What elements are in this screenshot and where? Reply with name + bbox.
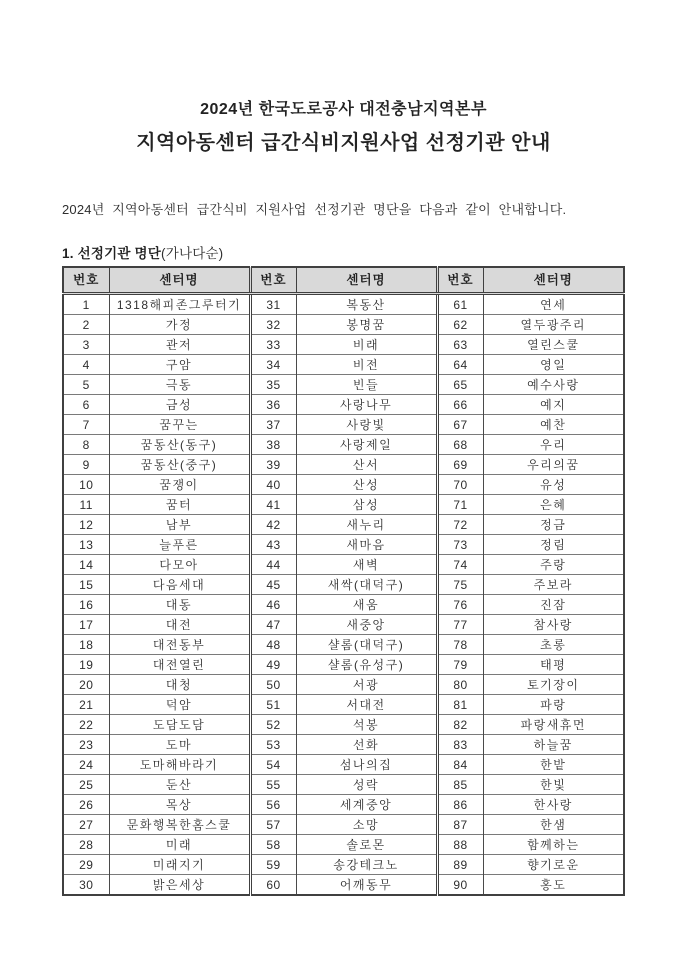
table-row bbox=[63, 435, 624, 455]
center-name-cell: 비래 bbox=[296, 335, 437, 355]
row-number-cell: 73 bbox=[437, 535, 483, 555]
center-name-cell: 홍도 bbox=[483, 875, 624, 896]
table-row bbox=[63, 855, 624, 875]
center-name-cell: 어깨동무 bbox=[296, 875, 437, 896]
row-number-cell: 71 bbox=[437, 495, 483, 515]
center-name-cell: 대전동부 bbox=[109, 635, 250, 655]
center-name-cell: 대청 bbox=[109, 675, 250, 695]
row-number-cell: 51 bbox=[250, 695, 296, 715]
row-number-cell: 90 bbox=[437, 875, 483, 896]
row-number-cell: 56 bbox=[250, 795, 296, 815]
center-name-cell: 도마해바라기 bbox=[109, 755, 250, 775]
center-name-cell: 남부 bbox=[109, 515, 250, 535]
center-name-cell: 솔로몬 bbox=[296, 835, 437, 855]
row-number-cell: 11 bbox=[63, 495, 109, 515]
center-name-cell: 샬롬(유성구) bbox=[296, 655, 437, 675]
center-name-cell: 태평 bbox=[483, 655, 624, 675]
center-name-cell: 섬나의집 bbox=[296, 755, 437, 775]
center-name-cell: 주랑 bbox=[483, 555, 624, 575]
center-name-cell: 1318해피존그루터기 bbox=[109, 294, 250, 315]
center-name-cell: 꿈쟁이 bbox=[109, 475, 250, 495]
row-number-cell: 34 bbox=[250, 355, 296, 375]
row-number-cell: 81 bbox=[437, 695, 483, 715]
center-name-cell: 예찬 bbox=[483, 415, 624, 435]
row-number-cell: 14 bbox=[63, 555, 109, 575]
center-name-cell: 함께하는 bbox=[483, 835, 624, 855]
row-number-cell: 46 bbox=[250, 595, 296, 615]
row-number-cell: 7 bbox=[63, 415, 109, 435]
row-number-cell: 32 bbox=[250, 315, 296, 335]
center-name-cell: 한사랑 bbox=[483, 795, 624, 815]
center-name-cell: 초롱 bbox=[483, 635, 624, 655]
row-number-cell: 24 bbox=[63, 755, 109, 775]
center-name-cell: 예수사랑 bbox=[483, 375, 624, 395]
center-name-cell: 파랑새휴먼 bbox=[483, 715, 624, 735]
table-row bbox=[63, 775, 624, 795]
center-name-cell: 꿈동산(동구) bbox=[109, 435, 250, 455]
row-number-cell: 40 bbox=[250, 475, 296, 495]
center-name-cell: 선화 bbox=[296, 735, 437, 755]
row-number-cell: 49 bbox=[250, 655, 296, 675]
center-name-cell: 복동산 bbox=[296, 294, 437, 315]
row-number-cell: 3 bbox=[63, 335, 109, 355]
row-number-cell: 87 bbox=[437, 815, 483, 835]
center-name-cell: 덕암 bbox=[109, 695, 250, 715]
center-name-cell: 석봉 bbox=[296, 715, 437, 735]
center-name-cell: 샬롬(대덕구) bbox=[296, 635, 437, 655]
row-number-cell: 55 bbox=[250, 775, 296, 795]
row-number-cell: 89 bbox=[437, 855, 483, 875]
row-number-cell: 61 bbox=[437, 294, 483, 315]
intro-paragraph: 2024년 지역아동센터 급간식비 지원사업 선정기관 명단을 다음과 같이 안내합니다. bbox=[62, 202, 567, 217]
center-name-cell: 영일 bbox=[483, 355, 624, 375]
row-number-cell: 43 bbox=[250, 535, 296, 555]
row-number-cell: 74 bbox=[437, 555, 483, 575]
row-number-cell: 13 bbox=[63, 535, 109, 555]
center-name-cell: 미래 bbox=[109, 835, 250, 855]
center-name-cell: 향기로운 bbox=[483, 855, 624, 875]
row-number-cell: 39 bbox=[250, 455, 296, 475]
col-header-name: 센터명 bbox=[296, 267, 437, 294]
center-name-cell: 한빛 bbox=[483, 775, 624, 795]
row-number-cell: 35 bbox=[250, 375, 296, 395]
center-name-cell: 문화행복한홈스쿨 bbox=[109, 815, 250, 835]
center-name-cell: 금성 bbox=[109, 395, 250, 415]
row-number-cell: 63 bbox=[437, 335, 483, 355]
center-name-cell: 성락 bbox=[296, 775, 437, 795]
row-number-cell: 17 bbox=[63, 615, 109, 635]
center-name-cell: 유성 bbox=[483, 475, 624, 495]
center-name-cell: 사랑나무 bbox=[296, 395, 437, 415]
center-name-cell: 빈들 bbox=[296, 375, 437, 395]
row-number-cell: 52 bbox=[250, 715, 296, 735]
selected-centers-table bbox=[62, 266, 625, 896]
row-number-cell: 27 bbox=[63, 815, 109, 835]
row-number-cell: 53 bbox=[250, 735, 296, 755]
row-number-cell: 23 bbox=[63, 735, 109, 755]
row-number-cell: 1 bbox=[63, 294, 109, 315]
row-number-cell: 58 bbox=[250, 835, 296, 855]
center-name-cell: 사랑빛 bbox=[296, 415, 437, 435]
table-row bbox=[63, 555, 624, 575]
table-row bbox=[63, 294, 624, 315]
row-number-cell: 80 bbox=[437, 675, 483, 695]
row-number-cell: 69 bbox=[437, 455, 483, 475]
center-name-cell: 한밭 bbox=[483, 755, 624, 775]
table-header-row bbox=[63, 267, 624, 294]
row-number-cell: 30 bbox=[63, 875, 109, 896]
row-number-cell: 28 bbox=[63, 835, 109, 855]
table-row bbox=[63, 635, 624, 655]
center-name-cell: 새중앙 bbox=[296, 615, 437, 635]
table-row bbox=[63, 755, 624, 775]
center-name-cell: 하늘꿈 bbox=[483, 735, 624, 755]
row-number-cell: 82 bbox=[437, 715, 483, 735]
row-number-cell: 41 bbox=[250, 495, 296, 515]
col-header-name: 센터명 bbox=[109, 267, 250, 294]
row-number-cell: 21 bbox=[63, 695, 109, 715]
center-name-cell: 구암 bbox=[109, 355, 250, 375]
row-number-cell: 62 bbox=[437, 315, 483, 335]
row-number-cell: 22 bbox=[63, 715, 109, 735]
table-row bbox=[63, 335, 624, 355]
row-number-cell: 4 bbox=[63, 355, 109, 375]
row-number-cell: 85 bbox=[437, 775, 483, 795]
center-name-cell: 서광 bbox=[296, 675, 437, 695]
center-name-cell: 늘푸른 bbox=[109, 535, 250, 555]
row-number-cell: 79 bbox=[437, 655, 483, 675]
row-number-cell: 29 bbox=[63, 855, 109, 875]
row-number-cell: 60 bbox=[250, 875, 296, 896]
row-number-cell: 37 bbox=[250, 415, 296, 435]
table-row bbox=[63, 475, 624, 495]
center-name-cell: 꿈동산(중구) bbox=[109, 455, 250, 475]
table-row bbox=[63, 795, 624, 815]
row-number-cell: 5 bbox=[63, 375, 109, 395]
row-number-cell: 26 bbox=[63, 795, 109, 815]
row-number-cell: 78 bbox=[437, 635, 483, 655]
table-row bbox=[63, 815, 624, 835]
row-number-cell: 36 bbox=[250, 395, 296, 415]
row-number-cell: 54 bbox=[250, 755, 296, 775]
col-header-name: 센터명 bbox=[483, 267, 624, 294]
row-number-cell: 86 bbox=[437, 795, 483, 815]
center-name-cell: 연세 bbox=[483, 294, 624, 315]
table-row bbox=[63, 615, 624, 635]
row-number-cell: 2 bbox=[63, 315, 109, 335]
row-number-cell: 31 bbox=[250, 294, 296, 315]
center-name-cell: 은혜 bbox=[483, 495, 624, 515]
section-heading-note: (가나다순) bbox=[161, 246, 224, 261]
center-name-cell: 목상 bbox=[109, 795, 250, 815]
center-name-cell: 다음세대 bbox=[109, 575, 250, 595]
center-name-cell: 미래지기 bbox=[109, 855, 250, 875]
table-row bbox=[63, 595, 624, 615]
center-name-cell: 관저 bbox=[109, 335, 250, 355]
row-number-cell: 44 bbox=[250, 555, 296, 575]
row-number-cell: 68 bbox=[437, 435, 483, 455]
row-number-cell: 83 bbox=[437, 735, 483, 755]
center-name-cell: 새움 bbox=[296, 595, 437, 615]
row-number-cell: 12 bbox=[63, 515, 109, 535]
row-number-cell: 8 bbox=[63, 435, 109, 455]
center-name-cell: 파랑 bbox=[483, 695, 624, 715]
table-row bbox=[63, 875, 624, 896]
row-number-cell: 57 bbox=[250, 815, 296, 835]
table-row bbox=[63, 315, 624, 335]
row-number-cell: 66 bbox=[437, 395, 483, 415]
center-name-cell: 도담도담 bbox=[109, 715, 250, 735]
row-number-cell: 18 bbox=[63, 635, 109, 655]
col-header-no: 번호 bbox=[437, 267, 483, 294]
row-number-cell: 77 bbox=[437, 615, 483, 635]
row-number-cell: 65 bbox=[437, 375, 483, 395]
table-row bbox=[63, 495, 624, 515]
row-number-cell: 6 bbox=[63, 395, 109, 415]
center-name-cell: 가정 bbox=[109, 315, 250, 335]
row-number-cell: 42 bbox=[250, 515, 296, 535]
center-name-cell: 도마 bbox=[109, 735, 250, 755]
center-name-cell: 새마음 bbox=[296, 535, 437, 555]
center-name-cell: 서대전 bbox=[296, 695, 437, 715]
row-number-cell: 45 bbox=[250, 575, 296, 595]
row-number-cell: 76 bbox=[437, 595, 483, 615]
center-name-cell: 새싹(대덕구) bbox=[296, 575, 437, 595]
row-number-cell: 75 bbox=[437, 575, 483, 595]
document-title-line1: 2024년 한국도로공사 대전충남지역본부 bbox=[200, 101, 487, 118]
table-row bbox=[63, 395, 624, 415]
center-name-cell: 사랑제일 bbox=[296, 435, 437, 455]
col-header-no: 번호 bbox=[63, 267, 109, 294]
row-number-cell: 70 bbox=[437, 475, 483, 495]
row-number-cell: 33 bbox=[250, 335, 296, 355]
row-number-cell: 72 bbox=[437, 515, 483, 535]
center-name-cell: 토기장이 bbox=[483, 675, 624, 695]
section-heading-main: 1. 선정기관 명단 bbox=[62, 246, 162, 261]
center-name-cell: 대전열린 bbox=[109, 655, 250, 675]
center-name-cell: 진잠 bbox=[483, 595, 624, 615]
row-number-cell: 59 bbox=[250, 855, 296, 875]
center-name-cell: 꿈꾸는 bbox=[109, 415, 250, 435]
center-name-cell: 세계중앙 bbox=[296, 795, 437, 815]
table-row bbox=[63, 735, 624, 755]
center-name-cell: 소망 bbox=[296, 815, 437, 835]
center-name-cell: 봉명꿈 bbox=[296, 315, 437, 335]
row-number-cell: 19 bbox=[63, 655, 109, 675]
center-name-cell: 비전 bbox=[296, 355, 437, 375]
row-number-cell: 15 bbox=[63, 575, 109, 595]
table-row bbox=[63, 835, 624, 855]
center-name-cell: 열두광주리 bbox=[483, 315, 624, 335]
center-name-cell: 우리의꿈 bbox=[483, 455, 624, 475]
center-name-cell: 주보라 bbox=[483, 575, 624, 595]
center-name-cell: 정림 bbox=[483, 535, 624, 555]
center-name-cell: 삼성 bbox=[296, 495, 437, 515]
center-name-cell: 우리 bbox=[483, 435, 624, 455]
row-number-cell: 67 bbox=[437, 415, 483, 435]
document-title-line2: 지역아동센터 급간식비지원사업 선정기관 안내 bbox=[136, 132, 551, 154]
row-number-cell: 47 bbox=[250, 615, 296, 635]
center-name-cell: 새벽 bbox=[296, 555, 437, 575]
center-name-cell: 예지 bbox=[483, 395, 624, 415]
table-body bbox=[63, 294, 624, 896]
table-row bbox=[63, 415, 624, 435]
center-name-cell: 극동 bbox=[109, 375, 250, 395]
row-number-cell: 10 bbox=[63, 475, 109, 495]
row-number-cell: 84 bbox=[437, 755, 483, 775]
center-name-cell: 새누리 bbox=[296, 515, 437, 535]
center-name-cell: 대전 bbox=[109, 615, 250, 635]
center-name-cell: 둔산 bbox=[109, 775, 250, 795]
center-name-cell: 열린스쿨 bbox=[483, 335, 624, 355]
row-number-cell: 38 bbox=[250, 435, 296, 455]
center-name-cell: 한샘 bbox=[483, 815, 624, 835]
center-name-cell: 대동 bbox=[109, 595, 250, 615]
center-name-cell: 정금 bbox=[483, 515, 624, 535]
table-row bbox=[63, 675, 624, 695]
center-name-cell: 산서 bbox=[296, 455, 437, 475]
col-header-no: 번호 bbox=[250, 267, 296, 294]
center-name-cell: 참사랑 bbox=[483, 615, 624, 635]
row-number-cell: 9 bbox=[63, 455, 109, 475]
table-row bbox=[63, 715, 624, 735]
table-row bbox=[63, 575, 624, 595]
center-name-cell: 다모아 bbox=[109, 555, 250, 575]
table-row bbox=[63, 695, 624, 715]
table-row bbox=[63, 375, 624, 395]
table-row bbox=[63, 355, 624, 375]
row-number-cell: 25 bbox=[63, 775, 109, 795]
row-number-cell: 88 bbox=[437, 835, 483, 855]
table-row bbox=[63, 655, 624, 675]
table-row bbox=[63, 455, 624, 475]
row-number-cell: 16 bbox=[63, 595, 109, 615]
center-name-cell: 송강테크노 bbox=[296, 855, 437, 875]
center-name-cell: 산성 bbox=[296, 475, 437, 495]
center-name-cell: 꿈터 bbox=[109, 495, 250, 515]
row-number-cell: 48 bbox=[250, 635, 296, 655]
table-row bbox=[63, 515, 624, 535]
row-number-cell: 50 bbox=[250, 675, 296, 695]
table-row bbox=[63, 535, 624, 555]
row-number-cell: 64 bbox=[437, 355, 483, 375]
row-number-cell: 20 bbox=[63, 675, 109, 695]
center-name-cell: 밝은세상 bbox=[109, 875, 250, 896]
section-heading bbox=[62, 245, 625, 262]
